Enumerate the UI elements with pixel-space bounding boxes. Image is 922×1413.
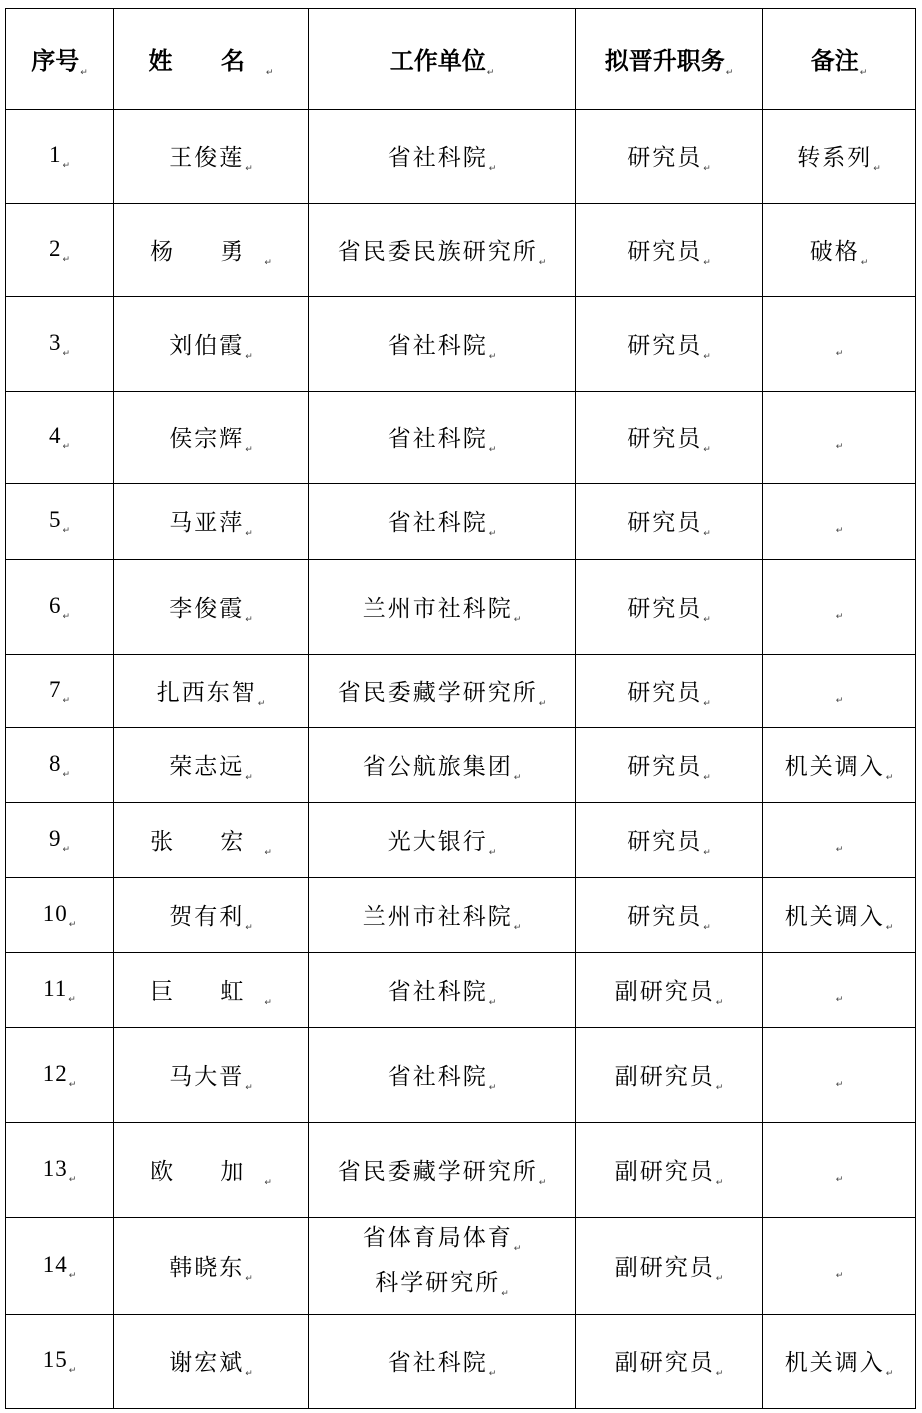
cell-name: 侯宗辉$_↵$ [114, 392, 309, 484]
table-row [6, 392, 916, 484]
cell-seq: $3_↵$ [6, 297, 114, 392]
cell-unit: 省民委藏学研究所$_↵$ [309, 1123, 576, 1218]
cell-remark: 机关调入$_↵$ [763, 878, 916, 953]
cell-seq: $10_↵$ [6, 878, 114, 953]
cell-unit: 省社科院$_↵$ [309, 1028, 576, 1123]
cell-unit: 省社科院$_↵$ [309, 110, 576, 204]
header-row [6, 9, 916, 110]
table-row [6, 204, 916, 297]
cell-remark: ↵ [763, 1028, 916, 1123]
header-remark: 备注$_↵$ [763, 9, 916, 110]
table-row [6, 878, 916, 953]
cell-position: 研究员$_↵$ [576, 110, 763, 204]
cell-seq: $11_↵$ [6, 953, 114, 1028]
cell-name: 杨 勇$_↵$ [114, 204, 309, 297]
cell-unit: 省社科院$_↵$ [309, 953, 576, 1028]
cell-position: 研究员$_↵$ [576, 655, 763, 728]
cell-remark: ↵ [763, 1218, 916, 1315]
table-row [6, 1028, 916, 1123]
cell-position: 研究员$_↵$ [576, 484, 763, 560]
cell-name: 韩晓东$_↵$ [114, 1218, 309, 1315]
table-row [6, 297, 916, 392]
cell-seq: $7_↵$ [6, 655, 114, 728]
table-row [6, 560, 916, 655]
cell-remark: 转系列$_↵$ [763, 110, 916, 204]
cell-unit: 光大银行$_↵$ [309, 803, 576, 878]
table-row [6, 484, 916, 560]
cell-position: 研究员$_↵$ [576, 204, 763, 297]
cell-remark: ↵ [763, 297, 916, 392]
cell-position: 研究员$_↵$ [576, 878, 763, 953]
header-name: 姓 名$_↵$ [114, 9, 309, 110]
cell-name: 荣志远$_↵$ [114, 728, 309, 803]
cell-position: 研究员$_↵$ [576, 297, 763, 392]
cell-unit: 省民委民族研究所$_↵$ [309, 204, 576, 297]
cell-unit: 省民委藏学研究所$_↵$ [309, 655, 576, 728]
header-position: 拟晋升职务$_↵$ [576, 9, 763, 110]
cell-seq: $1_↵$ [6, 110, 114, 204]
cell-name: 王俊莲$_↵$ [114, 110, 309, 204]
cell-name: 扎西东智$_↵$ [114, 655, 309, 728]
table-row [6, 953, 916, 1028]
cell-seq: $12_↵$ [6, 1028, 114, 1123]
cell-remark: ↵ [763, 803, 916, 878]
cell-unit: 兰州市社科院$_↵$ [309, 560, 576, 655]
cell-seq: $2_↵$ [6, 204, 114, 297]
cell-remark: ↵ [763, 655, 916, 728]
cell-position: 研究员$_↵$ [576, 392, 763, 484]
cell-seq: $4_↵$ [6, 392, 114, 484]
table-row [6, 1123, 916, 1218]
table-row [6, 1315, 916, 1409]
cell-name: 李俊霞$_↵$ [114, 560, 309, 655]
cell-position: 副研究员$_↵$ [576, 1123, 763, 1218]
cell-seq: $5_↵$ [6, 484, 114, 560]
cell-position: 副研究员$_↵$ [576, 1218, 763, 1315]
cell-position: 副研究员$_↵$ [576, 953, 763, 1028]
cell-name: 张 宏$_↵$ [114, 803, 309, 878]
cell-remark: ↵ [763, 392, 916, 484]
cell-unit: 省社科院$_↵$ [309, 392, 576, 484]
cell-remark: 破格$_↵$ [763, 204, 916, 297]
cell-unit: 省社科院$_↵$ [309, 297, 576, 392]
cell-name: 刘伯霞$_↵$ [114, 297, 309, 392]
cell-position: 副研究员$_↵$ [576, 1315, 763, 1409]
table-row [6, 1218, 916, 1315]
cell-position: 研究员$_↵$ [576, 728, 763, 803]
cell-unit: 省社科院$_↵$ [309, 484, 576, 560]
cell-name: 马亚萍$_↵$ [114, 484, 309, 560]
cell-unit: 省社科院$_↵$ [309, 1315, 576, 1409]
table-row [6, 728, 916, 803]
cell-name: 巨 虹$_↵$ [114, 953, 309, 1028]
header-unit: 工作单位$_↵$ [309, 9, 576, 110]
cell-name: 谢宏斌$_↵$ [114, 1315, 309, 1409]
cell-remark: 机关调入$_↵$ [763, 728, 916, 803]
cell-remark: ↵ [763, 484, 916, 560]
cell-seq: $13_↵$ [6, 1123, 114, 1218]
cell-remark: ↵ [763, 1123, 916, 1218]
cell-name: 马大晋$_↵$ [114, 1028, 309, 1123]
cell-seq: $6_↵$ [6, 560, 114, 655]
table-row [6, 655, 916, 728]
cell-name: 欧 加$_↵$ [114, 1123, 309, 1218]
cell-seq: $15_↵$ [6, 1315, 114, 1409]
cell-remark: ↵ [763, 560, 916, 655]
cell-unit: 省体育局体育$_↵$ 科学研究所$_↵$ [309, 1218, 576, 1315]
cell-position: 研究员$_↵$ [576, 560, 763, 655]
cell-seq: $9_↵$ [6, 803, 114, 878]
header-seq: 序号$_↵$ [6, 9, 114, 110]
table-row [6, 110, 916, 204]
cell-seq: $14_↵$ [6, 1218, 114, 1315]
promotion-table [5, 8, 916, 1409]
table-row [6, 803, 916, 878]
cell-position: 副研究员$_↵$ [576, 1028, 763, 1123]
cell-remark: 机关调入$_↵$ [763, 1315, 916, 1409]
cell-seq: $8_↵$ [6, 728, 114, 803]
cell-position: 研究员$_↵$ [576, 803, 763, 878]
cell-remark: ↵ [763, 953, 916, 1028]
cell-unit: 省公航旅集团$_↵$ [309, 728, 576, 803]
cell-unit: 兰州市社科院$_↵$ [309, 878, 576, 953]
cell-name: 贺有利$_↵$ [114, 878, 309, 953]
